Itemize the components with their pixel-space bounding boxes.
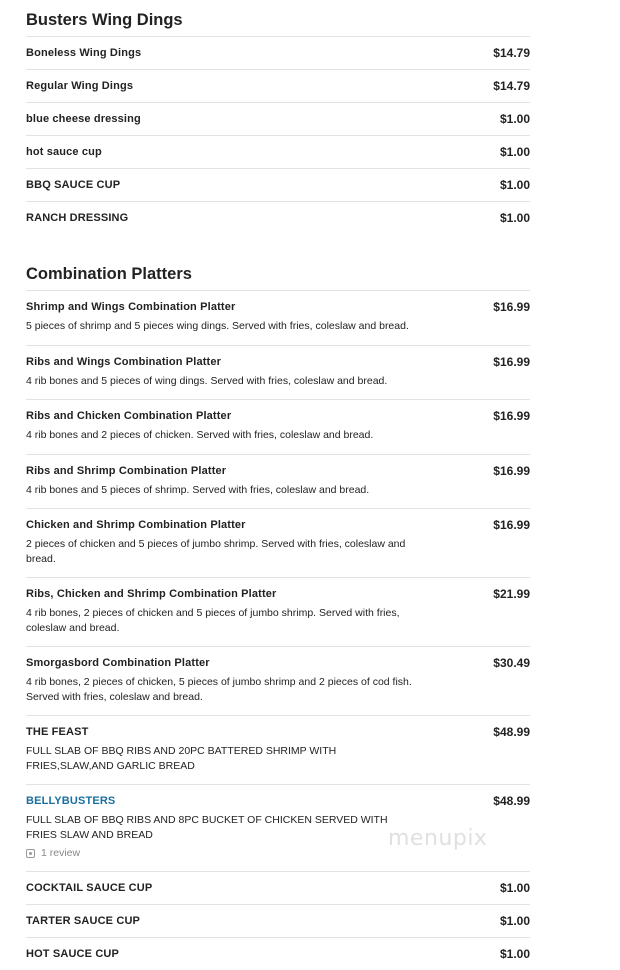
item-description: 4 rib bones, 2 pieces of chicken and 5 pieces of jumbo shrimp. Served with fries, coleslaw and bread.: [26, 607, 400, 634]
menu-item: [26, 646, 530, 715]
section-gap: [26, 234, 530, 256]
item-price: $1.00: [499, 914, 530, 928]
menu-item: [26, 399, 530, 454]
item-name: TARTER SAUCE CUP: [26, 915, 141, 927]
item-name: Ribs and Shrimp Combination Platter: [26, 464, 227, 477]
item-price: $14.79: [493, 46, 530, 60]
menu-item: [26, 508, 530, 577]
item-name: Ribs and Wings Combination Platter: [26, 355, 222, 368]
item-price: $1.00: [499, 145, 530, 159]
menu-item: [26, 715, 530, 784]
item-name: blue cheese dressing: [26, 113, 141, 125]
item-description: 2 pieces of chicken and 5 pieces of jumbo shrimp. Served with fries, coleslaw and bread.: [26, 538, 406, 565]
menu-item: [26, 102, 530, 135]
item-name: Smorgasbord Combination Platter: [26, 657, 210, 669]
item-name: Chicken and Shrimp Combination Platter: [26, 519, 246, 531]
menu-item: [26, 937, 530, 970]
item-price: $16.99: [493, 518, 530, 532]
section-title-combination-platters: Combination Platters: [26, 265, 192, 283]
menu-item: [26, 454, 530, 509]
menu-item: [26, 904, 530, 937]
item-name: hot sauce cup: [26, 146, 102, 158]
menu-item: [26, 135, 530, 168]
item-price: $1.00: [499, 178, 530, 192]
item-name: HOT SAUCE CUP: [26, 948, 120, 960]
item-price: $16.99: [493, 409, 530, 423]
menu-item: [26, 69, 530, 102]
menu-item: [26, 201, 530, 234]
menu-item: [26, 168, 530, 201]
item-description: 4 rib bones and 5 pieces of wing dings. Served with fries, coleslaw and bread.: [26, 374, 388, 387]
item-name: THE FEAST: [26, 726, 89, 738]
menu-item: [26, 36, 530, 69]
item-description: 5 pieces of shrimp and 5 pieces wing dings. Served with fries, coleslaw and bread.: [26, 320, 409, 332]
item-name-link[interactable]: BELLYBUSTERS: [26, 795, 116, 807]
menu: [26, 0, 530, 970]
item-name: RANCH DRESSING: [26, 212, 129, 224]
item-price: $48.99: [493, 794, 530, 808]
item-description: 4 rib bones and 5 pieces of shrimp. Served with fries, coleslaw and bread.: [26, 483, 370, 496]
menu-item: [26, 871, 530, 904]
item-name: Regular Wing Dings: [26, 80, 134, 92]
menu-item: [26, 345, 530, 400]
item-description: FULL SLAB OF BBQ RIBS AND 8PC BUCKET OF CHICKEN SERVED WITH FRIES SLAW AND BREAD: [26, 814, 388, 841]
review-count: 1 review: [41, 847, 81, 859]
item-price: $16.99: [493, 463, 530, 478]
item-name: Ribs, Chicken and Shrimp Combination Platter: [26, 588, 277, 600]
section-title-wing-dings: Busters Wing Dings: [26, 11, 183, 29]
item-price: $16.99: [493, 300, 530, 314]
review-icon: [26, 849, 35, 858]
menu-item: [26, 577, 530, 646]
watermark-logo: menupix: [388, 826, 488, 851]
item-description: 4 rib bones and 2 pieces of chicken. Served with fries, coleslaw and bread.: [26, 429, 374, 441]
item-price: $1.00: [499, 947, 530, 961]
menu-item: [26, 290, 530, 345]
item-price: $21.99: [493, 587, 530, 601]
item-name: COCKTAIL SAUCE CUP: [26, 882, 153, 894]
item-price: $1.00: [499, 112, 530, 126]
item-price: $16.99: [493, 354, 530, 369]
item-name: Boneless Wing Dings: [26, 47, 142, 59]
item-name: Shrimp and Wings Combination Platter: [26, 301, 236, 313]
item-price: $1.00: [499, 211, 530, 225]
item-name: BBQ SAUCE CUP: [26, 179, 121, 191]
item-description: FULL SLAB OF BBQ RIBS AND 20PC BATTERED SHRIMP WITH FRIES,SLAW,AND GARLIC BREAD: [26, 745, 337, 772]
item-price: $14.79: [493, 79, 530, 93]
item-price: $1.00: [499, 881, 530, 895]
item-name: Ribs and Chicken Combination Platter: [26, 410, 232, 422]
item-description: 4 rib bones, 2 pieces of chicken, 5 pieces of jumbo shrimp and 2 pieces of cod fish. Served with fries, coleslaw and bread.: [26, 676, 412, 703]
item-price: $48.99: [493, 725, 530, 739]
item-price: $30.49: [493, 656, 530, 670]
